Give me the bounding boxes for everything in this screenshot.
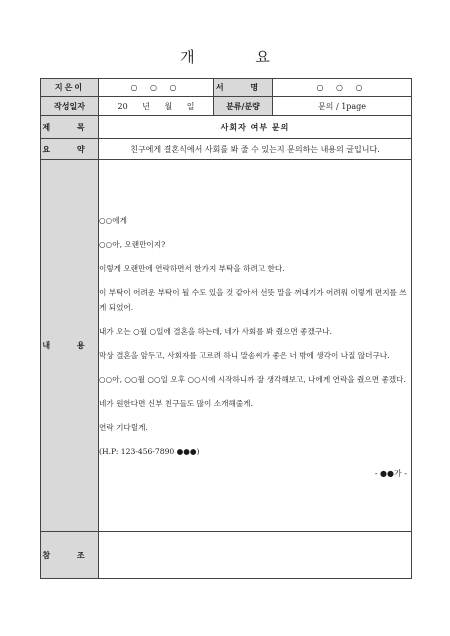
category-value: 문의 / 1page bbox=[273, 97, 412, 116]
author-row bbox=[41, 79, 412, 97]
subject-row bbox=[41, 116, 412, 139]
content-paragraph: 연락 기다릴게. bbox=[99, 422, 148, 432]
author-label: 지은이 bbox=[41, 79, 99, 97]
content-paragraph: ○○에게 bbox=[99, 215, 127, 225]
summary-value: 친구에게 결혼식에서 사회를 봐 줄 수 있는지 문의하는 내용의 글입니다. bbox=[99, 139, 412, 160]
letter-signature: - ●●가 - bbox=[374, 468, 407, 478]
summary-label: 요 약 bbox=[41, 139, 99, 160]
signature-value: ○ ○ ○ bbox=[273, 79, 412, 97]
reference-label: 참 조 bbox=[41, 532, 99, 579]
content-label: 내 용 bbox=[41, 160, 99, 532]
content-paragraph: 네가 원한다면 신부 친구들도 많이 소개해줄게. bbox=[99, 398, 253, 408]
content-paragraph: 내가 오는 ○월 ○일에 결혼을 하는데, 네가 사회를 봐 줬으면 좋겠구나. bbox=[99, 326, 332, 336]
content-paragraph: ○○아, 오랜만이지? bbox=[99, 239, 166, 249]
date-row bbox=[41, 97, 412, 116]
date-value: 20 년 월 일 bbox=[99, 97, 214, 116]
content-paragraph: ○○아, ○○월 ○○일 오후 ○○시에 시작하니까 잘 생각해보고, 나에게 연락을 줬으면 좋겠다. bbox=[99, 374, 406, 384]
signature-label: 서 명 bbox=[214, 79, 273, 97]
author-value: ○ ○ ○ bbox=[99, 79, 214, 97]
summary-form-table bbox=[40, 78, 412, 579]
category-label: 분류/분량 bbox=[214, 97, 273, 116]
content-paragraph: 이 부탁이 어려운 부탁이 될 수도 있을 것 같아서 선뜻 말을 꺼내기가 어려워 이렇게 편지를 쓰게 되었어. bbox=[99, 287, 407, 312]
reference-row bbox=[41, 532, 412, 579]
content-row bbox=[41, 160, 412, 532]
document-title: 개 요 bbox=[180, 48, 298, 66]
content-paragraph: 막상 결혼을 앞두고, 사회자를 고르려 하니 말솜씨가 좋은 너 밖에 생각이 나질 않더구나. bbox=[99, 350, 390, 360]
reference-value[interactable] bbox=[99, 532, 412, 579]
summary-row bbox=[41, 139, 412, 160]
content-paragraph: 이렇게 오랜만에 연락하면서 한가지 부탁을 하려고 한다. bbox=[99, 263, 285, 273]
date-label: 작성일자 bbox=[41, 97, 99, 116]
subject-value: 사회자 여부 문의 bbox=[99, 116, 412, 139]
content-body bbox=[99, 160, 412, 532]
subject-label: 제 목 bbox=[41, 116, 99, 139]
content-paragraph: (H.P: 123-456-7890 ●●●) bbox=[99, 446, 200, 456]
